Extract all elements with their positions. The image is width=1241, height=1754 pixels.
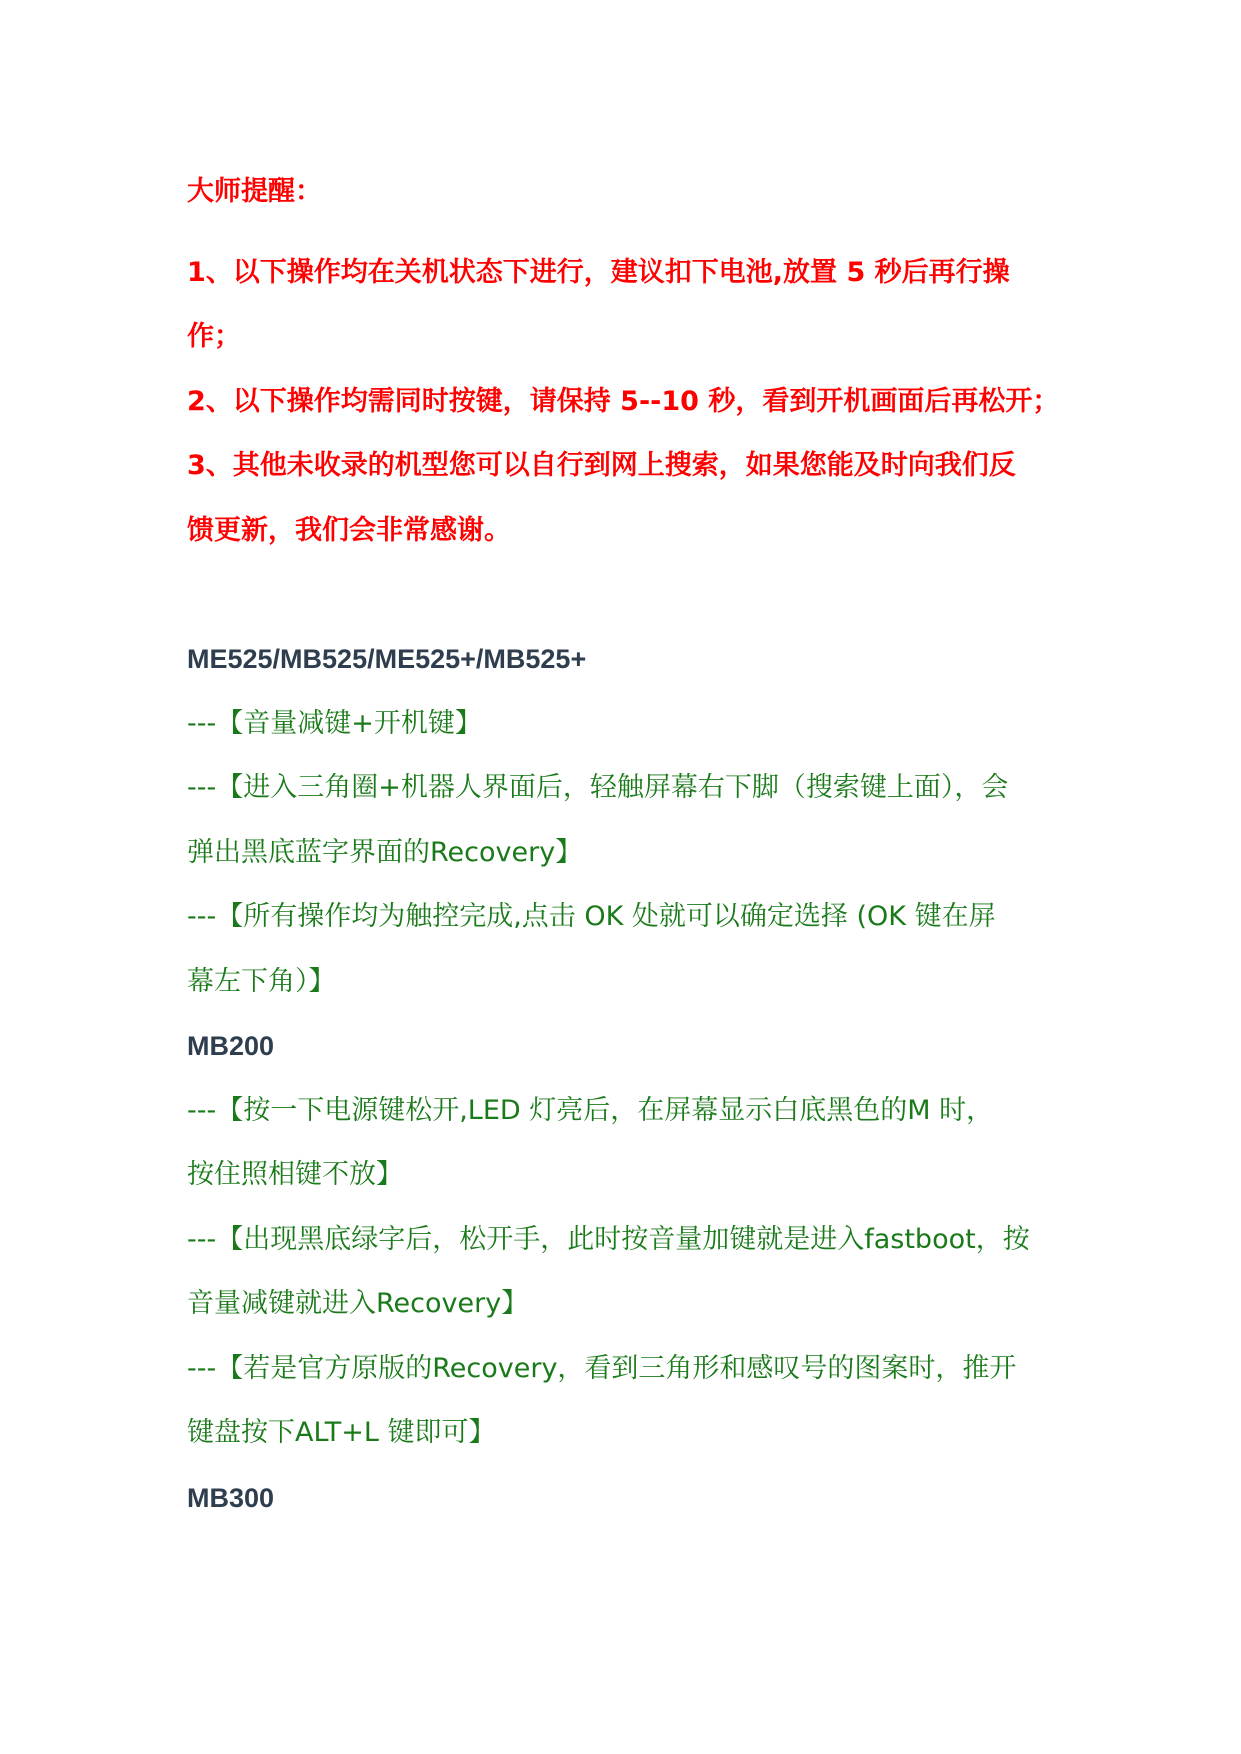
instruction-line: 幕左下角）】 [187, 965, 336, 997]
section-spacer [187, 563, 1087, 627]
reminder-item-3-line-1: 3、其他未收录的机型您可以自行到网上搜索，如果您能及时向我们反 [187, 450, 1016, 481]
instruction-line: 弹出黑底蓝字界面的Recovery】 [187, 836, 583, 868]
instruction-line: 音量减键就进入Recovery】 [187, 1288, 529, 1319]
reminder-item-1-line-2: 作； [187, 321, 241, 352]
reminder-item-3-line-2: 馈更新，我们会非常感谢。 [187, 514, 511, 546]
model-heading-mb200: MB200 [187, 1031, 275, 1061]
instruction-line: 键盘按下ALT+L 键即可】 [187, 1417, 496, 1448]
reminder-item-2: 2、以下操作均需同时按键，请保持 5--10 秒，看到开机画面后再松开； [187, 385, 1060, 417]
instruction-line: ---【音量减键+开机键】 [187, 707, 482, 739]
model-heading-mb300: MB300 [187, 1482, 275, 1513]
reminder-item-1-line-1: 1、以下操作均在关机状态下进行，建议扣下电池,放置 5 秒后再行操 [187, 256, 1010, 288]
instruction-line: ---【按一下电源键松开,LED 灯亮后，在屏幕显示白底黑色的M 时， [187, 1094, 994, 1126]
instruction-line: ---【出现黑底绿字后，松开手，此时按音量加键就是进入fastboot，按 [187, 1223, 1030, 1255]
instruction-line: ---【进入三角圈+机器人界面后，轻触屏幕右下脚（搜索键上面），会 [187, 772, 1009, 803]
document-content [187, 160, 1087, 1530]
reminder-title: 大师提醒： [187, 176, 322, 207]
model-heading-me525: ME525/MB525/ME525+/MB525+ [187, 644, 587, 674]
instruction-line: 按住照相键不放】 [187, 1159, 403, 1190]
instruction-line: ---【所有操作均为触控完成,点击 OK 处就可以确定选择 (OK 键在屏 [187, 901, 996, 932]
instruction-line: ---【若是官方原版的Recovery，看到三角形和感叹号的图案时，推开 [187, 1352, 1017, 1384]
